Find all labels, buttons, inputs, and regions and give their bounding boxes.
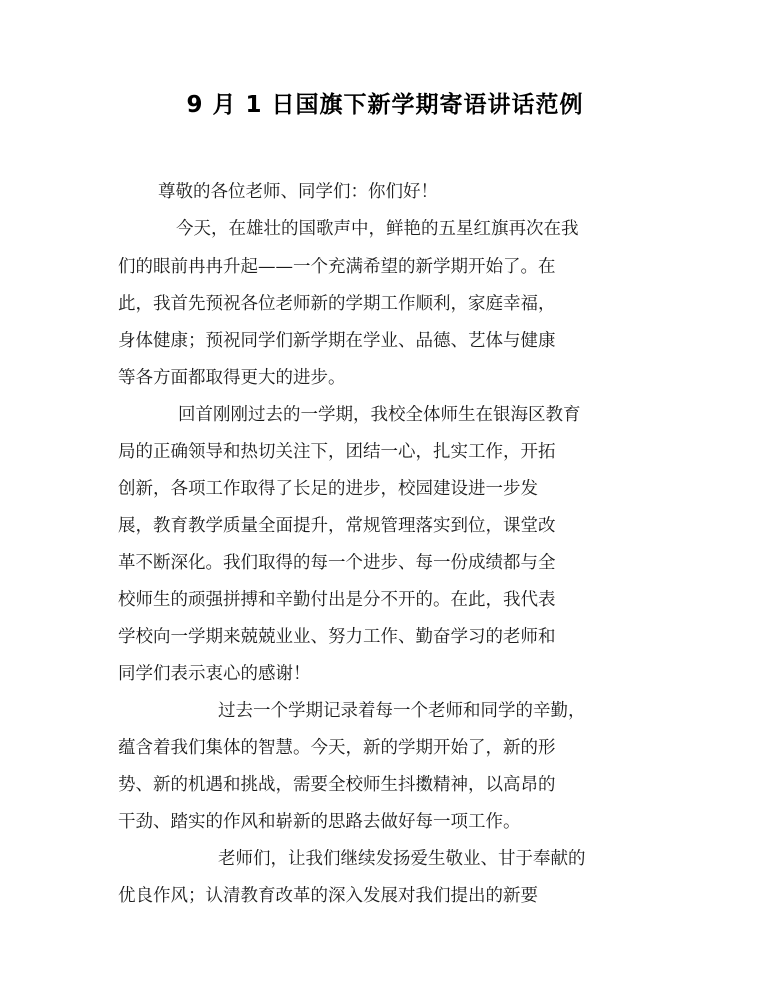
paragraph-2-line-7: 学校向一学期来兢兢业业、努力工作、勤奋学习的老师和 [118,627,556,647]
paragraph-3-line-1: 过去一个学期记录着每一个老师和同学的辛勤， [218,701,586,721]
paragraph-3-line-2: 蕴含着我们集体的智慧。今天，新的学期开始了，新的形 [118,738,556,758]
paragraph-1-line-2: 们的眼前冉冉升起——一个充满希望的新学期开始了。在 [118,257,556,277]
paragraph-1-line-4: 身体健康；预祝同学们新学期在学业、品德、艺体与健康 [118,331,556,351]
paragraph-2-line-3: 创新，各项工作取得了长足的进步，校园建设进一步发 [118,479,538,499]
paragraph-1-line-3: 此，我首先预祝各位老师新的学期工作顺利，家庭幸福， [118,294,556,314]
paragraph-2-line-8: 同学们表示衷心的感谢！ [118,664,311,684]
greeting-line: 尊敬的各位老师、同学们：你们好！ [158,182,438,202]
paragraph-2-line-2: 局的正确领导和热切关注下，团结一心，扎实工作，开拓 [118,442,556,462]
paragraph-2-line-4: 展，教育教学质量全面提升，常规管理落实到位，课堂改 [118,516,556,536]
paragraph-4-line-1: 老师们，让我们继续发扬爱生敬业、甘于奉献的 [218,849,586,869]
paragraph-2-line-1: 回首刚刚过去的一学期，我校全体师生在银海区教育 [178,405,581,425]
paragraph-4-line-2: 优良作风；认清教育改革的深入发展对我们提出的新要 [118,886,538,906]
paragraph-3-line-4: 干劲、踏实的作风和崭新的思路去做好每一项工作。 [118,812,521,832]
paragraph-2-line-6: 校师生的顽强拼搏和辛勤付出是分不开的。在此，我代表 [118,590,556,610]
paragraph-1-line-1: 今天，在雄壮的国歌声中，鲜艳的五星红旗再次在我 [176,219,579,239]
paragraph-3-line-3: 势、新的机遇和挑战，需要全校师生抖擞精神，以高昂的 [118,775,556,795]
document-title: 9 月 1 日国旗下新学期寄语讲话范例 [186,92,584,118]
paragraph-1-line-5: 等各方面都取得更大的进步。 [118,368,346,388]
paragraph-2-line-5: 革不断深化。我们取得的每一个进步、每一份成绩都与全 [118,553,556,573]
